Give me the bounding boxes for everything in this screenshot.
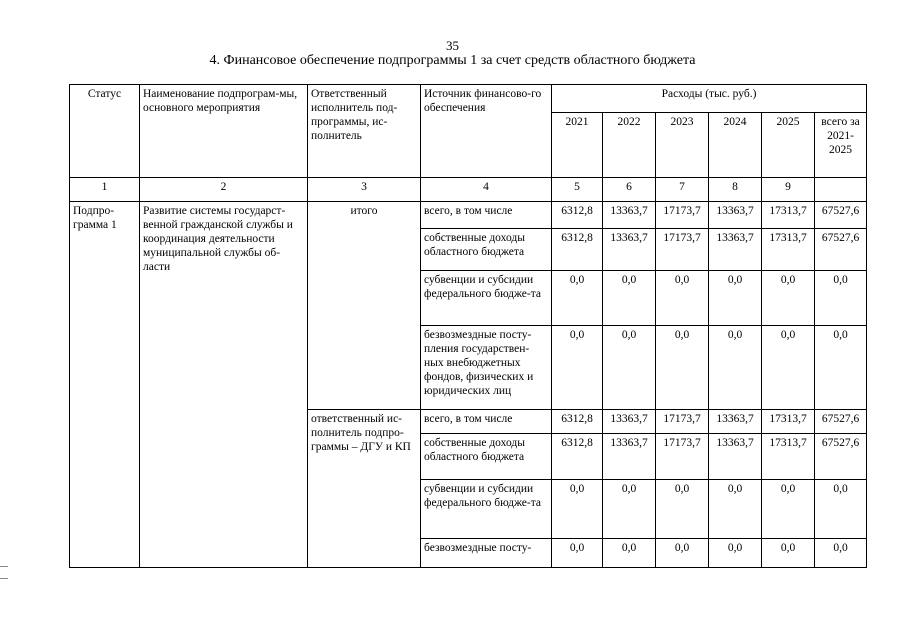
value-cell: 0,0 [815, 539, 867, 568]
value-cell: 0,0 [603, 326, 656, 410]
col-number: 7 [656, 178, 709, 202]
col-number [815, 178, 867, 202]
value-cell: 17313,7 [762, 434, 815, 480]
value-cell: 0,0 [656, 271, 709, 326]
financing-table [69, 84, 867, 568]
value-cell: 0,0 [762, 539, 815, 568]
value-cell: 6312,8 [552, 202, 603, 229]
value-cell: 17313,7 [762, 229, 815, 271]
value-cell: 13363,7 [709, 434, 762, 480]
value-cell: 0,0 [709, 539, 762, 568]
source-cell: субвенции и субсидии федерального бюдже-та [421, 271, 552, 326]
value-cell: 0,0 [656, 539, 709, 568]
margin-mark [0, 566, 8, 567]
value-cell: 0,0 [552, 539, 603, 568]
source-cell: субвенции и субсидии федерального бюдже-та [421, 480, 552, 539]
value-cell: 67527,6 [815, 434, 867, 480]
header-executor: Ответственный исполнитель под-программы, ис-полнитель [308, 85, 421, 178]
col-number: 1 [70, 178, 140, 202]
value-cell: 0,0 [709, 480, 762, 539]
value-cell: 17313,7 [762, 202, 815, 229]
col-number: 2 [140, 178, 308, 202]
header-year: 2022 [603, 113, 656, 178]
source-cell: собственные доходы областного бюджета [421, 229, 552, 271]
value-cell: 0,0 [815, 480, 867, 539]
col-number: 4 [421, 178, 552, 202]
header-year: 2021 [552, 113, 603, 178]
value-cell: 13363,7 [603, 229, 656, 271]
status-cell: Подпро-грамма 1 [70, 202, 140, 568]
value-cell: 6312,8 [552, 229, 603, 271]
header-year: 2023 [656, 113, 709, 178]
value-cell: 0,0 [552, 480, 603, 539]
col-number: 6 [603, 178, 656, 202]
source-cell: всего, в том числе [421, 410, 552, 434]
value-cell: 0,0 [603, 271, 656, 326]
value-cell: 0,0 [762, 271, 815, 326]
value-cell: 0,0 [552, 326, 603, 410]
source-cell: безвозмездные посту-пления государствен-ных внебюджетных фондов, физических и юридических лиц [421, 326, 552, 410]
value-cell: 0,0 [603, 539, 656, 568]
col-number: 9 [762, 178, 815, 202]
value-cell: 6312,8 [552, 434, 603, 480]
value-cell: 13363,7 [603, 434, 656, 480]
value-cell: 13363,7 [709, 202, 762, 229]
source-cell: безвозмездные посту- [421, 539, 552, 568]
page-title: 4. Финансовое обеспечение подпрограммы 1 за счет средств областного бюджета [209, 53, 696, 68]
value-cell: 67527,6 [815, 202, 867, 229]
value-cell: 17173,7 [656, 434, 709, 480]
value-cell: 13363,7 [603, 202, 656, 229]
program-name: Развитие системы государст-венной гражданской службы и координация деятельности муниципальной службы об-ласти [140, 202, 308, 568]
value-cell: 67527,6 [815, 229, 867, 271]
value-cell: 0,0 [656, 326, 709, 410]
value-cell: 0,0 [762, 326, 815, 410]
value-cell: 0,0 [815, 271, 867, 326]
margin-mark [0, 578, 8, 579]
header-year: 2024 [709, 113, 762, 178]
value-cell: 0,0 [552, 271, 603, 326]
value-cell: 0,0 [709, 326, 762, 410]
value-cell: 17173,7 [656, 410, 709, 434]
value-cell: 17173,7 [656, 202, 709, 229]
value-cell: 6312,8 [552, 410, 603, 434]
executor-responsible: ответственный ис-полнитель подпро-граммы – ДГУ и КП [308, 410, 421, 568]
source-cell: собственные доходы областного бюджета [421, 434, 552, 480]
header-year: 2025 [762, 113, 815, 178]
header-source: Источник финансово-го обеспечения [421, 85, 552, 178]
value-cell: 13363,7 [709, 229, 762, 271]
header-status: Статус [70, 85, 140, 178]
value-cell: 13363,7 [709, 410, 762, 434]
col-number: 5 [552, 178, 603, 202]
executor-total: итого [308, 202, 421, 410]
col-number: 8 [709, 178, 762, 202]
value-cell: 13363,7 [603, 410, 656, 434]
value-cell: 0,0 [815, 326, 867, 410]
value-cell: 0,0 [709, 271, 762, 326]
source-cell: всего, в том числе [421, 202, 552, 229]
page-number: 35 [446, 38, 459, 53]
header-expenses: Расходы (тыс. руб.) [552, 85, 867, 113]
value-cell: 17173,7 [656, 229, 709, 271]
col-number: 3 [308, 178, 421, 202]
value-cell: 67527,6 [815, 410, 867, 434]
value-cell: 0,0 [603, 480, 656, 539]
header-name: Наименование подпрограм-мы, основного мероприятия [140, 85, 308, 178]
value-cell: 0,0 [762, 480, 815, 539]
value-cell: 17313,7 [762, 410, 815, 434]
header-total: всего за 2021-2025 [815, 113, 867, 178]
value-cell: 0,0 [656, 480, 709, 539]
